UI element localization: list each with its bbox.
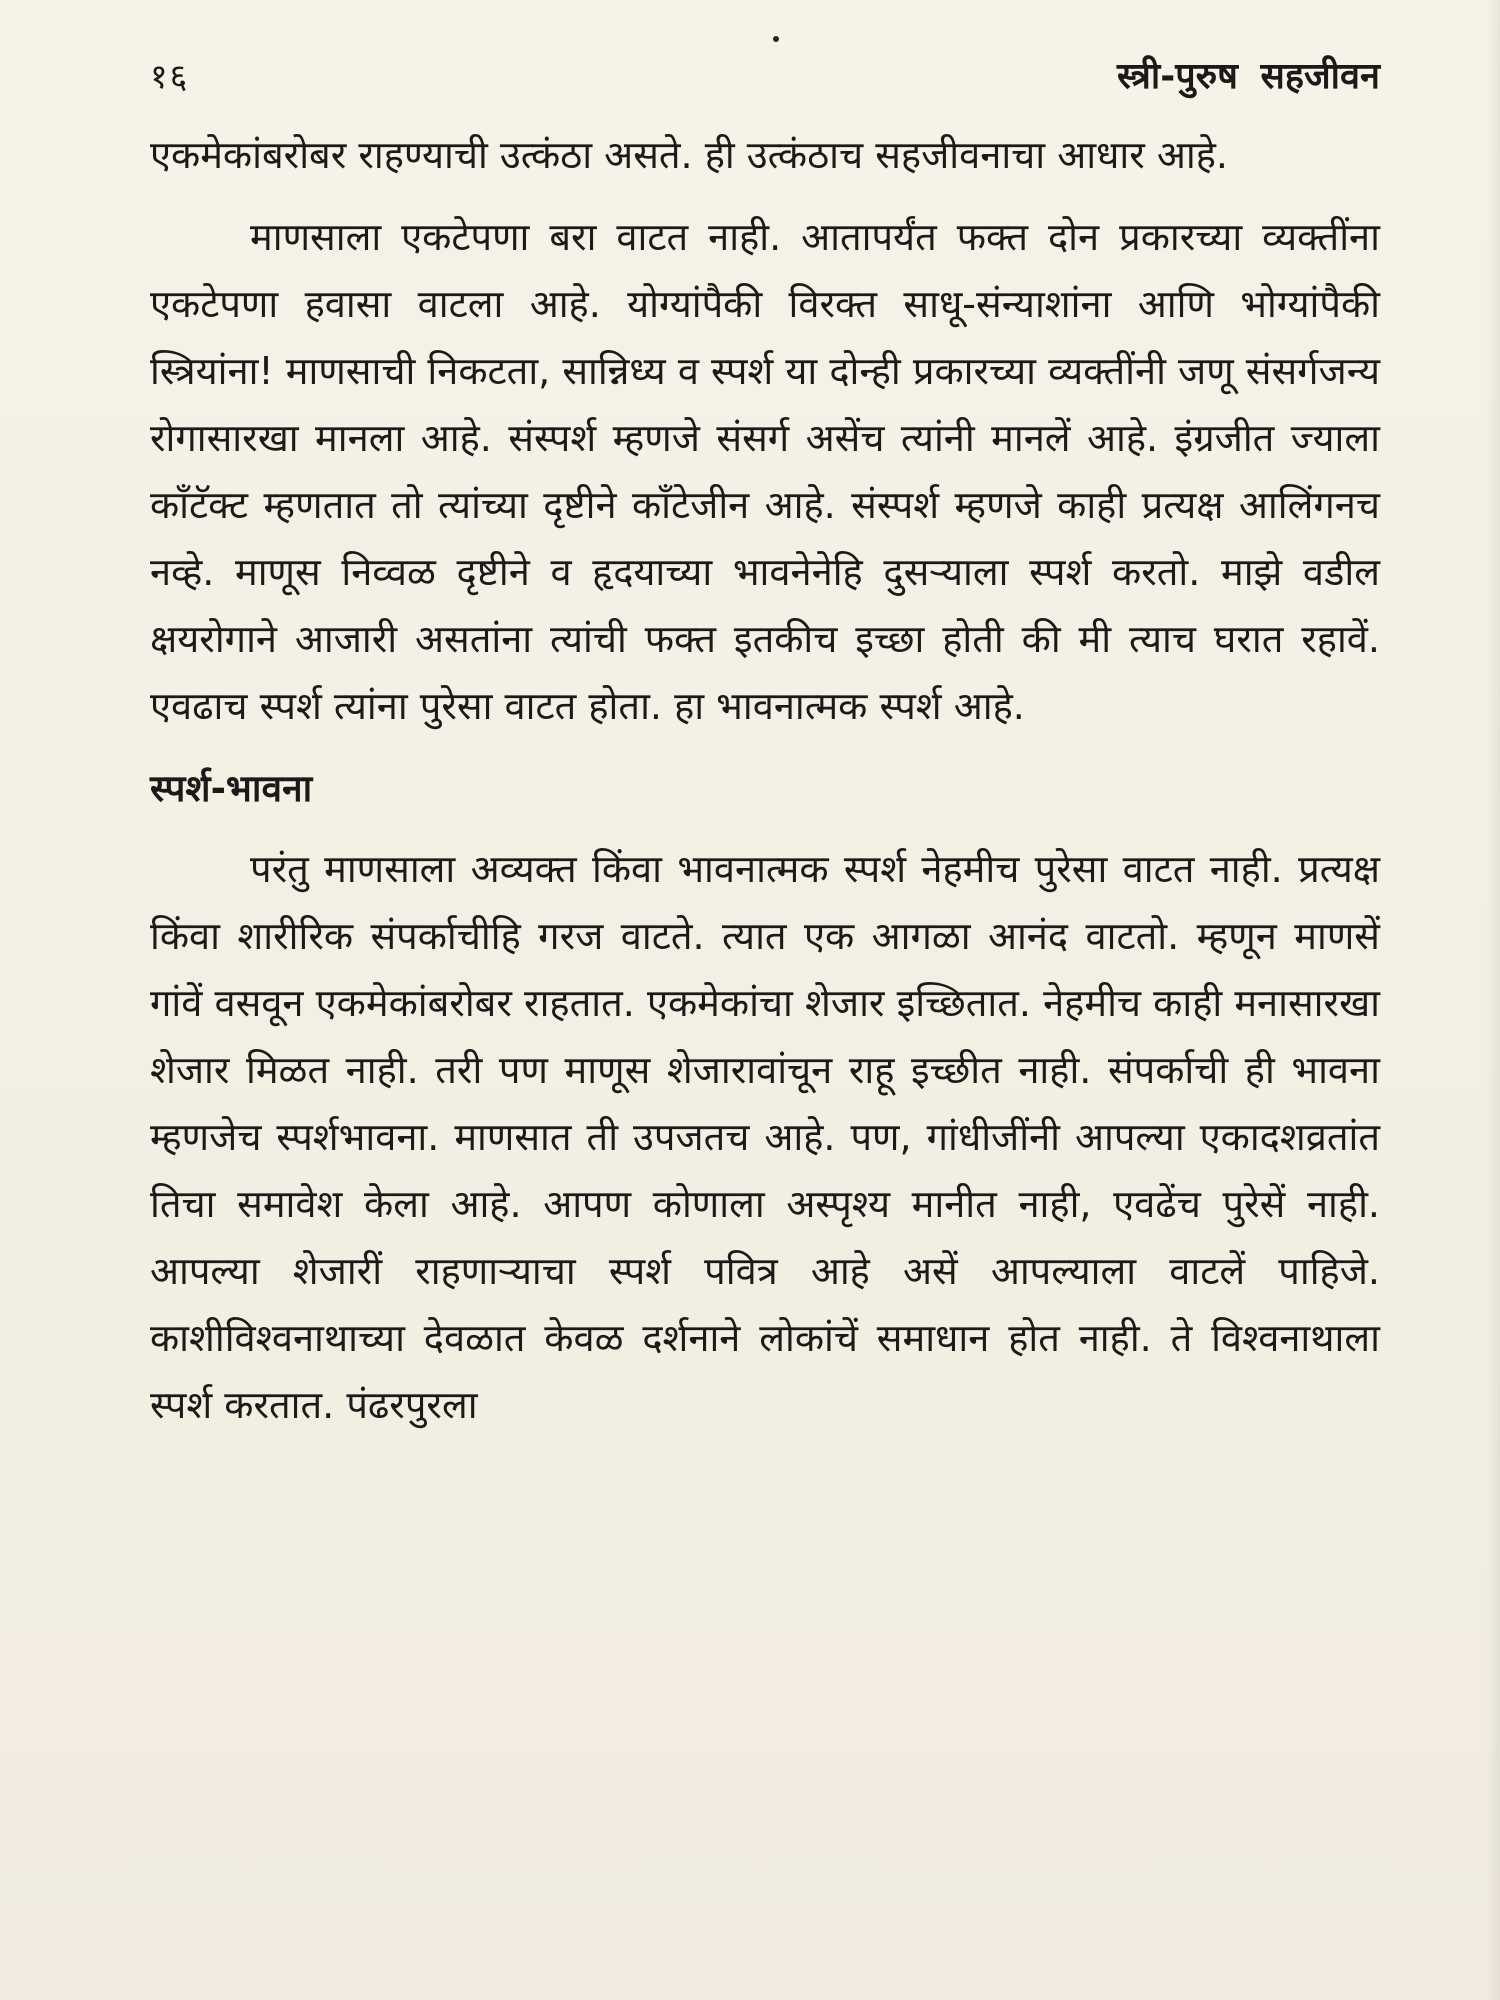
running-header	[150, 50, 1380, 114]
print-speck	[773, 36, 779, 42]
running-title: स्त्री-पुरुष सहजीवन	[1117, 56, 1380, 97]
body-text	[150, 122, 1380, 1439]
paragraph-2: माणसाला एकटेपणा बरा वाटत नाही. आतापर्यंत फक्त दोन प्रकारच्या व्यक्तींना एकटेपणा हवासा वाटला आहे. योग्यांपैकी विरक्त साधू-संन्याशांना आणि भोग्यांपैकी स्त्रियांना! माणसाची निकटता, सान्निध्य व स्पर्श या दोन्ही प्रकारच्या व्यक्तींनी जणू संसर्गजन्य रोगासारखा मानला आहे. संस्पर्श म्हणजे संसर्ग असेंच त्यांनी मानलें आहे. इंग्रजीत ज्याला कॉंटॅक्ट म्हणतात तो त्यांच्या दृष्टीने कॉंटेजीन आहे. संस्पर्श म्हणजे काही प्रत्यक्ष आलिंगनच नव्हे. माणूस निव्वळ दृष्टीने व हृदयाच्या भावनेनेहि दुसऱ्याला स्पर्श करतो. माझे वडील क्षयरोगाने आजारी असतांना त्यांची फक्त इतकीच इच्छा होती की मी त्याच घरात रहावें. एवढाच स्पर्श त्यांना पुरेसा वाटत होता. हा भावनात्मक स्पर्श आहे.	[150, 215, 1380, 728]
section-paragraph: परंतु माणसाला अव्यक्त किंवा भावनात्मक स्पर्श नेहमीच पुरेसा वाटत नाही. प्रत्यक्ष किंवा शारीरिक संपर्काचीहि गरज वाटते. त्यात एक आगळा आनंद वाटतो. म्हणून माणसें गांवें वसवून एकमेकांबरोबर राहतात. एकमेकांचा शेजार इच्छितात. नेहमीच काही मनासारखा शेजार मिळत नाही. तरी पण माणूस शेजारावांचून राहू इच्छीत नाही. संपर्काची ही भावना म्हणजेच स्पर्शभावना. माणसात ती उपजतच आहे. पण, गांधीजींनी आपल्या एकादशव्रतांत तिचा समावेश केला आहे. आपण कोणाला अस्पृश्य मानीत नाही, एवढेंच पुरेसें नाही. आपल्या शेजारीं राहणाऱ्याचा स्पर्श पवित्र आहे असें आपल्याला वाटलें पाहिजे. काशीविश्वनाथाच्या देवळात केवळ दर्शनाने लोकांचें समाधान होत नाही. ते विश्वनाथाला स्पर्श करतात. पंढरपुरला	[150, 847, 1380, 1427]
section-heading: स्पर्श-भावना	[150, 767, 313, 810]
page-number: १६	[150, 57, 190, 97]
paragraph-1: एकमेकांबरोबर राहण्याची उत्कंठा असते. ही उत्कंठाच सहजीवनाचा आधार आहे.	[150, 133, 1228, 177]
